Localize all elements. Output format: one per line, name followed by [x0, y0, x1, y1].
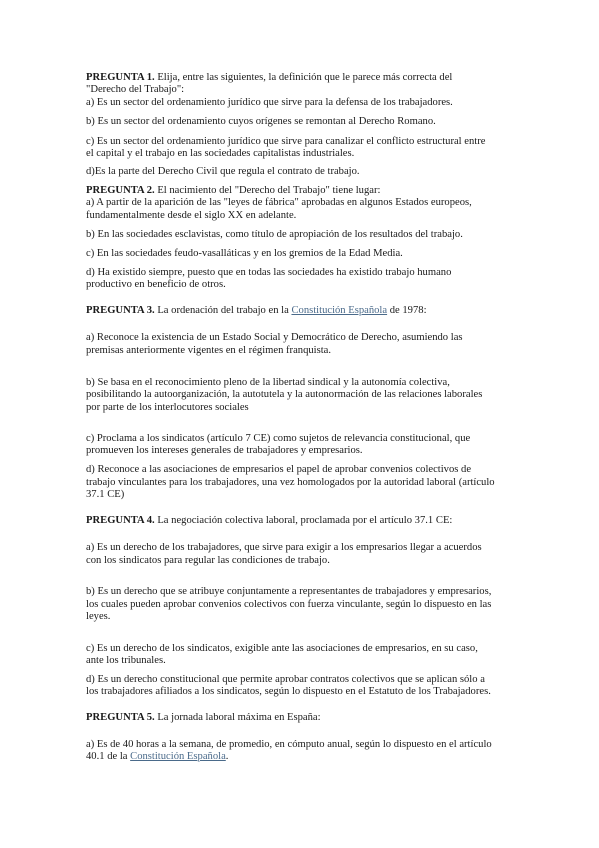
- question-2-heading: [86, 185, 526, 198]
- question-3-option-a-line1: a) Reconoce la existencia de un Estado Social y Democrático de Derecho, asumiendo las: [86, 332, 463, 343]
- question-1-option-b: b) Es un sector del ordenamiento cuyos orígenes se remontan al Derecho Romano.: [86, 116, 436, 127]
- question-5-option-a-line2: [86, 751, 526, 764]
- question-3-option-b-line2: posibilitando la autoorganización, la autotutela y la autonormación de las relaciones laborales: [86, 389, 483, 400]
- question-4-text: La negociación colectiva laboral, proclamada por el artículo 37.1 CE:: [154, 515, 453, 526]
- question-4-option-b-line3: leyes.: [86, 611, 111, 622]
- question-5-option-a-line1: a) Es de 40 horas a la semana, de promedio, en cómputo anual, según lo dispuesto en el artículo: [86, 739, 492, 750]
- question-3-option-c-line1: c) Proclama a los sindicatos (artículo 7 CE) como sujetos de relevancia constitucional, que: [86, 433, 471, 444]
- question-4-option-b-line1: b) Es un derecho que se atribuye conjuntamente a representantes de trabajadores y empresarios,: [86, 586, 492, 597]
- question-1-text-cont: "Derecho del Trabajo":: [86, 84, 185, 95]
- question-4-option-d-line2: los trabajadores afiliados a los sindicatos, según lo dispuesto en el Estatuto de los Trabajadores.: [86, 686, 491, 697]
- question-1-option-d: d)Es la parte del Derecho Civil que regula el contrato de trabajo.: [86, 166, 360, 177]
- question-4-label: PREGUNTA 4.: [86, 515, 155, 526]
- question-3-text-pre: La ordenación del trabajo en la: [154, 305, 292, 316]
- question-3-label: PREGUNTA 3.: [86, 305, 155, 316]
- question-5-option-a-post: .: [225, 751, 229, 762]
- question-2-option-b: b) En las sociedades esclavistas, como título de apropiación de los resultados del trabajo.: [86, 229, 463, 240]
- question-2-text: El nacimiento del "Derecho del Trabajo" tiene lugar:: [154, 185, 381, 196]
- question-1-text: Elija, entre las siguientes, la definición que le parece más correcta del: [154, 72, 453, 83]
- question-5-text: La jornada laboral máxima en España:: [154, 712, 321, 723]
- question-3-option-d-line3: 37.1 CE): [86, 489, 125, 500]
- question-4-option-b-line2: los cuales pueden aprobar convenios colectivos con fuerza vinculante, según lo dispuesto en las: [86, 599, 492, 610]
- question-3-option-d-line2: trabajo vinculantes para los trabajadores, una vez homologados por la autoridad laboral (artículo: [86, 477, 495, 488]
- question-2-option-c: c) En las sociedades feudo-vasalláticas y en los gremios de la Edad Media.: [86, 248, 403, 259]
- question-3-option-d-line1: d) Reconoce a las asociaciones de empresarios el papel de aprobar convenios colectivos de: [86, 464, 472, 475]
- question-3-option-a-line2: premisas anteriormente vigentes en el régimen franquista.: [86, 345, 332, 356]
- question-4-option-c-line2: ante los tribunales.: [86, 655, 166, 666]
- question-3-option-b-line3: por parte de los interlocutores sociales: [86, 402, 249, 413]
- question-3-option-c-line2: promueven los intereses generales de trabajadores y empresarios.: [86, 445, 363, 456]
- question-4-option-a-line2: con los sindicatos para regular las condiciones de trabajo.: [86, 555, 330, 566]
- question-3-option-b-line1: b) Se basa en el reconocimiento pleno de la libertad sindical y la autonomía colectiva,: [86, 377, 450, 388]
- question-5-label: PREGUNTA 5.: [86, 712, 155, 723]
- question-4-heading: [86, 515, 526, 528]
- question-3-text-post: de 1978:: [387, 305, 427, 316]
- question-5-option-a-pre: 40.1 de la: [86, 751, 131, 762]
- question-4-option-a-line1: a) Es un derecho de los trabajadores, que sirve para exigir a los empresarios llegar a acuerdos: [86, 542, 482, 553]
- question-1-option-c-line1: c) Es un sector del ordenamiento jurídico que sirve para canalizar el conflicto estructural entre: [86, 136, 486, 147]
- question-1-option-a: a) Es un sector del ordenamiento jurídico que sirve para la defensa de los trabajadores.: [86, 97, 453, 108]
- question-1-option-c-line2: el capital y el trabajo en las sociedades capitalistas industriales.: [86, 148, 355, 159]
- question-3-heading: [86, 305, 526, 318]
- question-2-option-d-line1: d) Ha existido siempre, puesto que en todas las sociedades ha existido trabajo humano: [86, 267, 452, 278]
- question-1-label: PREGUNTA 1.: [86, 72, 155, 83]
- constitucion-link-2[interactable]: Constitución Española: [130, 751, 226, 762]
- question-5-heading: [86, 712, 526, 725]
- question-4-option-d-line1: d) Es un derecho constitucional que permite aprobar contratos colectivos que se aplican sólo a: [86, 674, 485, 685]
- question-1-heading: [86, 72, 526, 85]
- question-2-label: PREGUNTA 2.: [86, 185, 155, 196]
- question-4-option-c-line1: c) Es un derecho de los sindicatos, exigible ante las asociaciones de empresarios, en su caso,: [86, 643, 478, 654]
- question-2-option-d-line2: productivo en beneficio de otros.: [86, 279, 226, 290]
- question-2-option-a-line2: fundamentalmente desde el siglo XX en adelante.: [86, 210, 297, 221]
- question-2-option-a-line1: a) A partir de la aparición de las "leyes de fábrica" aprobadas en algunos Estados europeos,: [86, 197, 472, 208]
- constitucion-link[interactable]: Constitución Española: [291, 305, 388, 316]
